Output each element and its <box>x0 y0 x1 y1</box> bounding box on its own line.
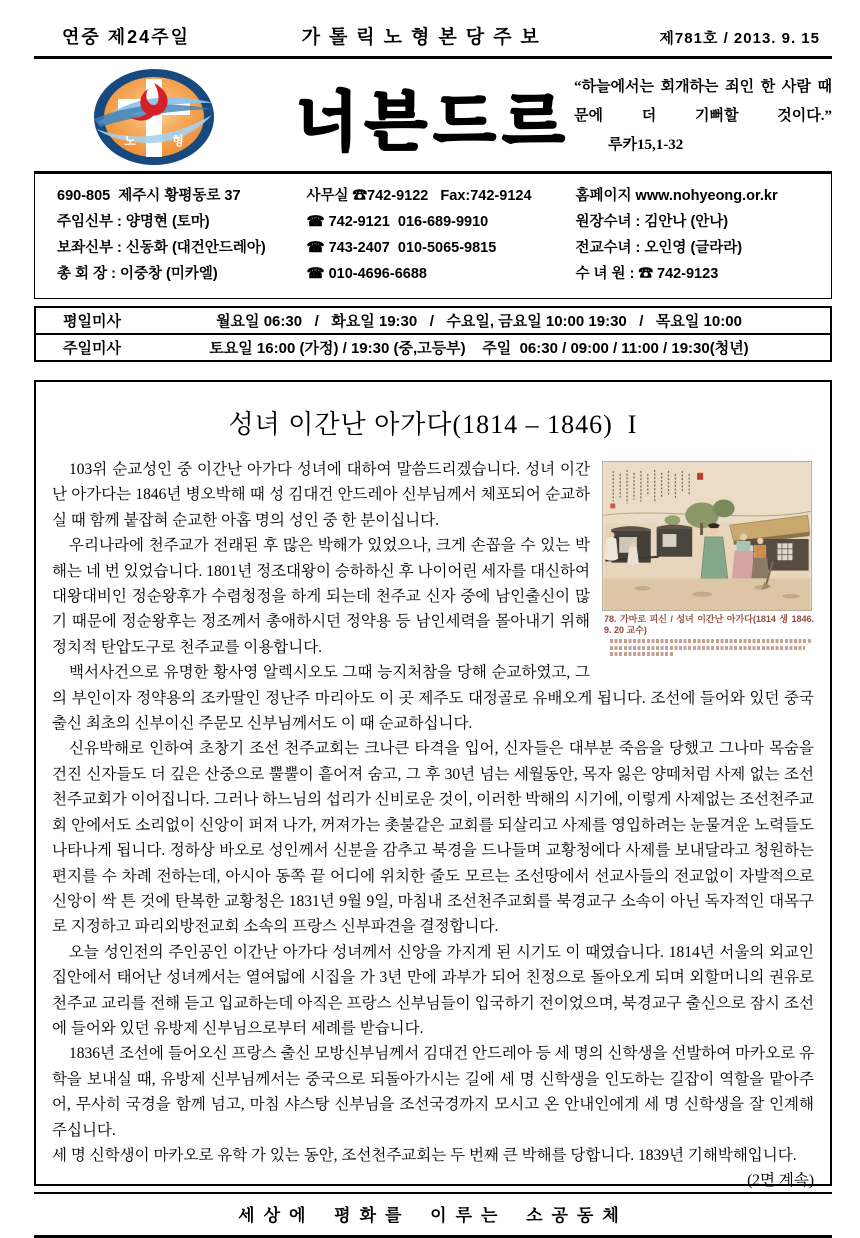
assistant-phone-line: ☎ 743-2407 010-5065-9815 <box>306 240 497 256</box>
assistant-pastor-line: 보좌신부 : 신동화 (대건안드레아) <box>57 240 266 256</box>
masthead <box>34 59 832 171</box>
footer-slogan: 세상에 평화를 이루는 소공동체 <box>238 1206 628 1225</box>
figure-subcaption-line <box>610 646 805 650</box>
contact-col-sisters <box>575 183 819 287</box>
article-paragraph-3: 백서사건으로 유명한 황사영 알렉시오도 그때 능지처참을 당해 순교하였고, 그의 부인이자 정약용의 조카딸인 정난주 마리아도 이 곳 제주도 대정골로 유배오게 됩니다. 조선에 들어와 있던 중국출신 최초의 신부이신 주문모 신부님께서도 이 때 순교하십니다. <box>52 664 814 733</box>
quote-reference: 루카15,1-32 <box>608 137 684 154</box>
article-paragraph-6: 1836년 조선에 들어오신 프랑스 출신 모방신부님께서 김대건 안드레아 등 세 명의 신학생을 선발하여 마카오로 유학을 보내실 때, 유방제 신부님께서는 중국으로 되돌아가시는 길에 세 명 신학생을 인도하는 길잡이 역할을 맡아주어, 무사히 국경을 함께 넘고, 마침 샤스탕 신부님을 조선국경까지 모시고 온 안내인에게 세 명 신학생을 잘 인계해 주십니다. <box>52 1045 814 1139</box>
weekday-mass-times: 월요일 06:30 / 화요일 19:30 / 수요일, 금요일 10:00 19:30 / 목요일 10:00 <box>216 313 742 330</box>
issue-number-date: 제781호 / 2013. 9. 15 <box>659 30 820 47</box>
pastor-phone-line: ☎ 742-9121 016-689-9910 <box>306 214 489 230</box>
parish-address: 690-805 제주시 황평동로 37 <box>57 188 241 204</box>
office-phone-line: 사무실 ☎742-9122 Fax:742-9124 <box>306 188 532 204</box>
contact-info-box <box>34 171 832 299</box>
article-paragraph-1: 103위 순교성인 중 이간난 아가다 성녀에 대하여 말씀드리겠습니다. 성녀 이간난 아가다는 1846년 병오박해 때 성 김대건 안드레아 신부님께서 체포되어 순교하실 때 함께 붙잡혀 순교한 아홉 명의 성인 중 한 분이십니다. <box>52 461 590 529</box>
chairman-phone-line: ☎ 010-4696-6688 <box>306 266 427 282</box>
saint-illustration-figure <box>602 461 814 659</box>
continued-note: (2면 계속) <box>747 1172 814 1190</box>
pastor-line: 주임신부 : 양명현 (토마) <box>57 214 210 230</box>
sunday-mass-times: 토요일 16:00 (가정) / 19:30 (중,고등부) 주일 06:30 / 09:00 / 11:00 / 19:30(청년) <box>209 340 749 357</box>
mass-schedule-table <box>34 306 832 362</box>
article-paragraph-4: 신유박해로 인하여 초창기 조선 천주교회는 크나큰 타격을 입어, 신자들은 대부분 죽음을 당했고 그나마 목숨을 건진 신자들도 더 깊은 산중으로 뿔뿔이 흩어져 숨고, 그 후 30년 넘는 세월동안, 목자 잃은 양떼처럼 사제 없는 조선천주교회가 이어집니다. 그러나 하느님의 섭리가 신비로운 것이, 이러한 박해의 시기에, 이렇게 사제없는 조선천주교회 안에서도 소리없이 신앙이 퍼져 나가, 꺼져가는 촛불같은 교회를 되살리고 사제를 영입하려는 눈물겨운 노력들도 나타나게 됩니다. 정하상 바오로 성인께서 신분을 감추고 북경을 드나들며 교황청에다 사제를 보내달라고 청원하는 편지를 수 차례 전하는데, 아시아 동쪽 끝 어디에 위치한 줄도 모르는 조선땅에서 선교사들의 전교없이 자발적으로 신앙이 싹 튼 것에 탄복한 교황청은 1831년 9월 9일, 마침내 조선천주교회를 북경교구 소속이 아닌 독자적인 대목구로 지정하고 파리외방전교회 소속의 프랑스 신부파견을 결정합니다. <box>52 740 814 936</box>
figure-caption: 78. 가마로 피신 / 성녀 이간난 아가다(1814 생 1846. 9. 20 교수) <box>604 614 814 636</box>
quote-text: “하늘에서는 회개하는 죄인 한 사람 때문에 더 기뻐할 것이다.” <box>574 78 832 124</box>
homepage-url[interactable]: 홈페이지 www.nohyeong.or.kr <box>575 188 778 204</box>
article-paragraph-2: 우리나라에 천주교가 전래된 후 많은 박해가 있었으나, 크게 손꼽을 수 있는 박해는 네 번 있었습니다. 1801년 정조대왕이 승하하신 후 나이어린 세자를 대신하여 대왕대비인 정순왕후가 수렴청정을 하게 되는데 천주교 신자 중에 남인출신이 많기 때문에 정순왕후는 정조께서 총애하시던 정약용 등 남인세력을 몰아내기 위해 정치적 탄압도구로 천주교를 이용합니다. <box>52 537 590 656</box>
article-paragraph-7 <box>52 1143 814 1190</box>
article-box <box>34 380 832 1190</box>
sunday-mass-label: 주일미사 <box>63 340 121 357</box>
logo-char-hyeong: 형 <box>172 133 184 148</box>
chairman-line: 총 회 장 : 이중창 (미카엘) <box>57 266 218 282</box>
scripture-quote <box>574 73 832 161</box>
bulletin-name: 가톨릭노형본당주보 <box>301 27 548 48</box>
head-sister-line: 원장수녀 : 김안나 (안나) <box>575 214 729 230</box>
sunday-mass-row <box>34 333 832 362</box>
article-body <box>52 457 814 1190</box>
figure-subcaption-line <box>610 652 674 656</box>
weekday-mass-row <box>34 306 832 335</box>
weekday-mass-label: 평일미사 <box>63 313 121 330</box>
contact-col-phones <box>307 183 570 287</box>
liturgical-season: 연중 제24주일 <box>62 27 190 47</box>
mission-sister-line: 전교수녀 : 오인영 (글라라) <box>575 240 743 256</box>
logo-char-no: 노 <box>124 133 136 148</box>
contact-col-parish <box>57 183 301 287</box>
figure-subcaption-line <box>610 639 811 643</box>
footer-bar <box>34 1192 832 1238</box>
masthead-title: 너븐드르 <box>296 85 572 160</box>
palanquin-painting-image <box>602 461 812 611</box>
article-paragraph-7-text: 세 명 신학생이 마카오로 유학 가 있는 동안, 조선천주교회는 두 번째 큰 박해를 당합니다. 1839년 기해박해입니다. <box>52 1146 797 1164</box>
article-title: 성녀 이간난 아가다(1814 – 1846) I <box>228 410 638 439</box>
convent-phone-line: 수 녀 원 : ☎ 742-9123 <box>575 266 719 282</box>
article-paragraph-5: 오늘 성인전의 주인공인 이간난 아가다 성녀께서 신앙을 가지게 된 시기도 이 때였습니다. 1814년 서울의 외교인 집안에서 태어난 성녀께서는 열여덟에 시집을 가 3년 만에 과부가 되어 친정으로 돌아오게 되며 외할머니의 권유로 천주교 교리를 전해 듣고 입교하는데 아직은 프랑스 신부님들이 입국하기 전이었으며, 북경교구 출신으로 잠시 조선에 들어와 있던 유방제 신부님으로부터 세례를 받습니다. <box>52 943 814 1037</box>
header-bar <box>34 20 832 59</box>
parish-logo-icon <box>92 67 216 167</box>
